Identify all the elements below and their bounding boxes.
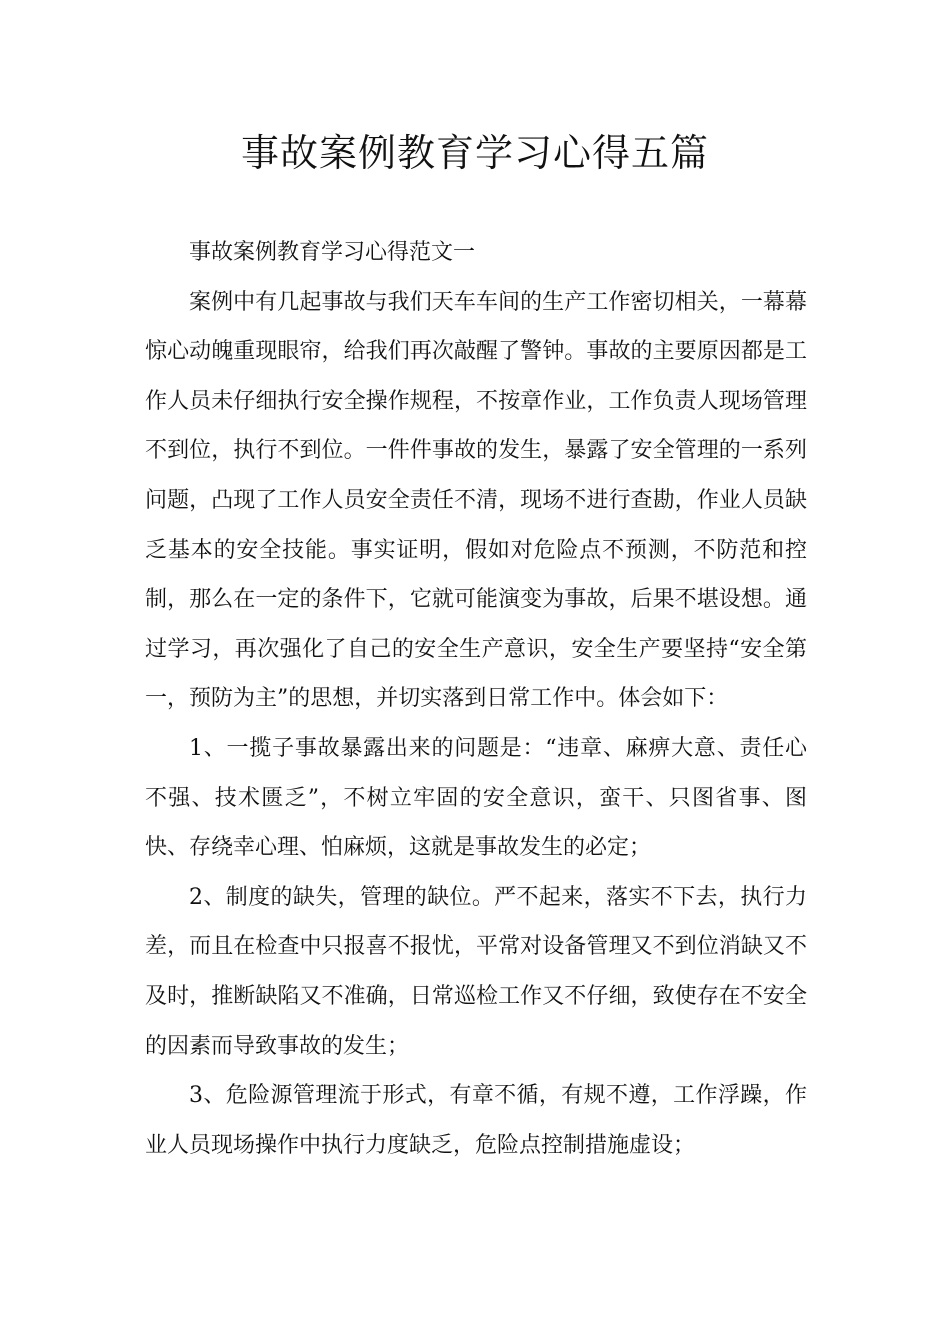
document-body (145, 228, 807, 1170)
section-heading: 事故案例教育学习心得范文一 (189, 240, 476, 265)
paragraph-point-1: 1、一揽子事故暴露出来的问题是：“违章、麻痹大意、责任心不强、技术匮乏”，不树立牢固的安全意识，蛮干、只图省事、图快、存绕幸心理、怕麻烦，这就是事故发生的必定； (145, 735, 807, 861)
paragraph-point-3: 3、危险源管理流于形式，有章不循，有规不遵，工作浮躁，作业人员现场操作中执行力度缺乏，危险点控制措施虚设； (145, 1083, 807, 1158)
paragraph-intro: 案例中有几起事故与我们天车车间的生产工作密切相关，一幕幕惊心动魄重现眼帘，给我们再次敲醒了警钟。事故的主要原因都是工作人员未仔细执行安全操作规程，不按章作业，工作负责人现场管理不到位，执行不到位。一件件事故的发生，暴露了安全管理的一系列问题，凸现了工作人员安全责任不清，现场不进行查勘，作业人员缺乏基本的安全技能。事实证明，假如对危险点不预测，不防范和控制，那么在一定的条件下，它就可能演变为事故，后果不堪设想。通过学习，再次强化了自己的安全生产意识，安全生产要坚持“安全第一，预防为主”的思想，并切实落到日常工作中。体会如下： (145, 289, 807, 712)
document-title: 事故案例教育学习心得五篇 (240, 131, 709, 175)
paragraph-point-2: 2、制度的缺失，管理的缺位。严不起来，落实不下去，执行力差，而且在检查中只报喜不报忧，平常对设备管理又不到位消缺又不及时，推断缺陷又不准确，日常巡检工作又不仔细，致使存在不安全的因素而导致事故的发生； (145, 884, 807, 1059)
